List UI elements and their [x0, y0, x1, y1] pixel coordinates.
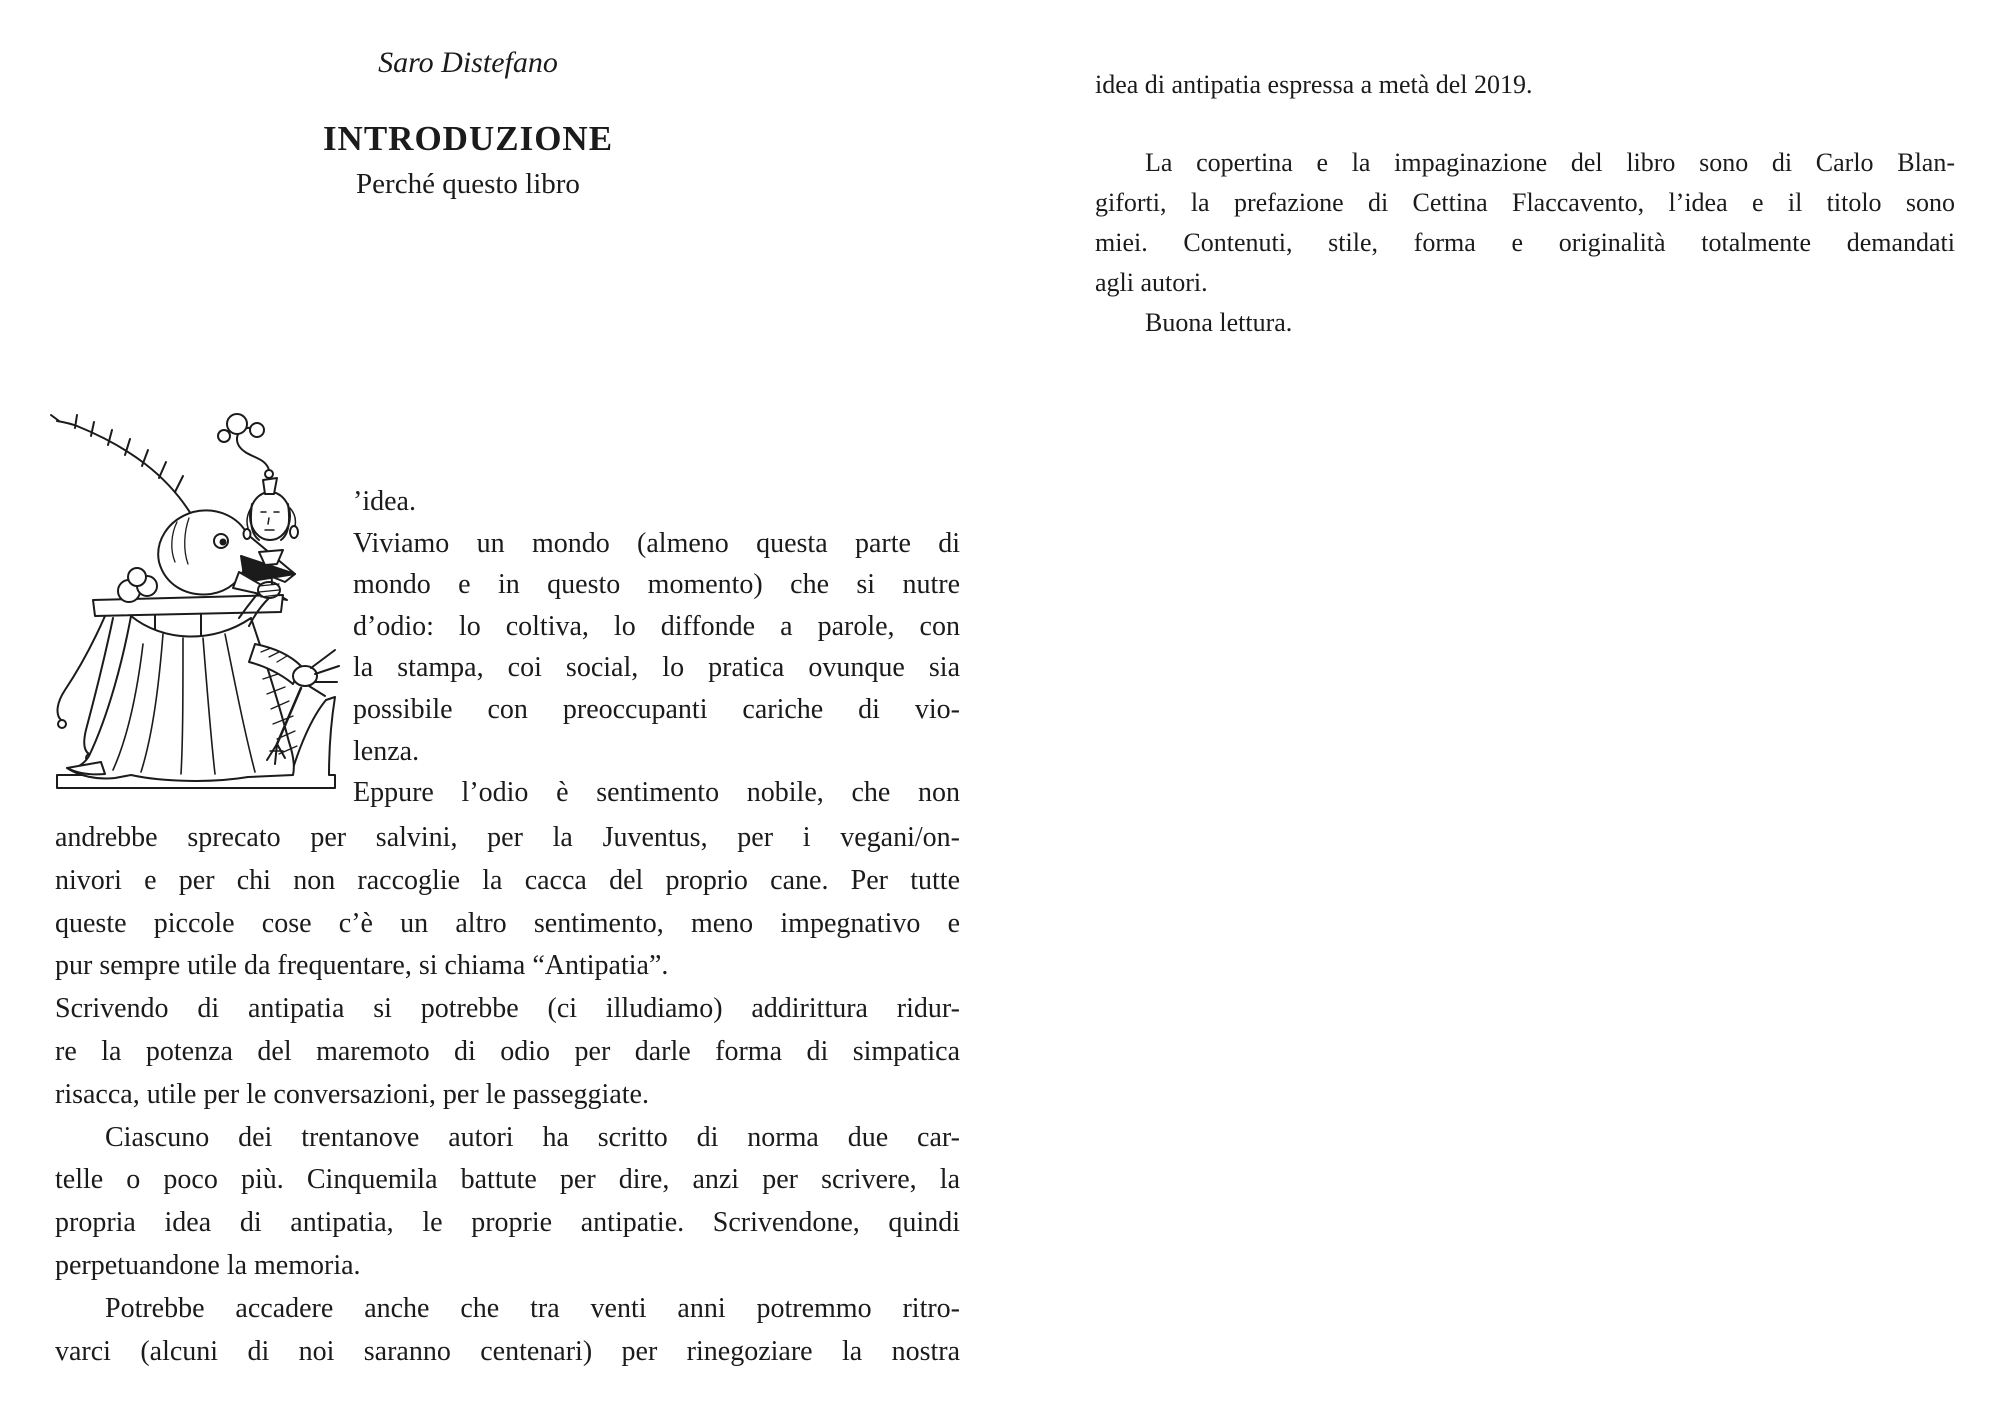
- wrapped-text-column: [353, 481, 960, 814]
- text-line: Eppure l’odio è sentimento nobile, che non: [353, 777, 960, 809]
- grotesque-figure-engraving: [43, 404, 343, 794]
- text-line: d’odio: lo coltiva, lo diffonde a parole, con: [353, 610, 960, 642]
- cloak: [67, 616, 297, 781]
- text-line: propria idea di antipatia, le proprie antipatie. Scrivendone, quindi: [55, 1207, 960, 1239]
- chapter-title: INTRODUZIONE: [322, 119, 614, 158]
- text-line: La copertina e la impaginazione del libro sono di Carlo Blan-: [1145, 148, 1955, 177]
- text-line: andrebbe sprecato per salvini, per la Juventus, per i vegani/on-: [55, 822, 960, 853]
- text-line: la stampa, coi social, lo pratica ovunque sia: [353, 652, 960, 684]
- text-line: pur sempre utile da frequentare, si chiama “Antipatia”.: [55, 950, 669, 982]
- text-line: queste piccole cose c’è un altro sentimento, meno impegnativo e: [55, 907, 960, 939]
- text-line: idea di antipatia espressa a metà del 2019.: [1095, 70, 1533, 99]
- text-line: possibile con preoccupanti cariche di vio-: [353, 693, 960, 725]
- text-line: perpetuandone la memoria.: [55, 1249, 361, 1281]
- chapter-subtitle: Perché questo libro: [356, 168, 580, 200]
- text-line: re la potenza del maremoto di odio per darle forma di simpatica: [55, 1035, 960, 1067]
- text-line: Ciascuno dei trentanove autori ha scritto di norma due car-: [105, 1121, 960, 1153]
- text-line: varci (alcuni di noi saranno centenari) per rinegoziare la nostra: [55, 1335, 960, 1367]
- left-page: [55, 0, 960, 1425]
- text-line: Viviamo un mondo (almeno questa parte di: [353, 527, 960, 559]
- right-text-column: [1095, 65, 1955, 343]
- text-line: mondo e in questo momento) che si nutre: [353, 569, 960, 601]
- text-line: lenza.: [353, 735, 420, 767]
- text-line: nivori e per chi non raccoglie la cacca del proprio cane. Per tutte: [55, 864, 960, 896]
- text-line: miei. Contenuti, stile, forma e originalità totalmente demandati: [1095, 228, 1955, 257]
- right-page: [1095, 0, 1955, 1425]
- historiated-initial-L: [43, 404, 343, 794]
- feather-antenna-icon: [51, 415, 191, 514]
- text-line: ’idea.: [353, 486, 416, 517]
- text-line: Scrivendo di antipatia si potrebbe (ci illudiamo) addirittura ridur-: [55, 993, 960, 1025]
- text-line: agli autori.: [1095, 268, 1208, 297]
- text-line: giforti, la prefazione di Cettina Flaccavento, l’idea e il titolo sono: [1095, 188, 1955, 217]
- full-text-column: [55, 817, 960, 1373]
- author-name: Saro Distefano: [378, 46, 558, 79]
- text-line: Potrebbe accadere anche che tra venti anni potremmo ritro-: [105, 1292, 960, 1324]
- text-line: telle o poco più. Cinquemila battute per dire, anzi per scrivere, la: [55, 1164, 960, 1196]
- smoke-wisp-icon: [218, 414, 269, 470]
- text-line: risacca, utile per le conversazioni, per le passeggiate.: [55, 1078, 649, 1110]
- text-line: Buona lettura.: [1145, 308, 1293, 337]
